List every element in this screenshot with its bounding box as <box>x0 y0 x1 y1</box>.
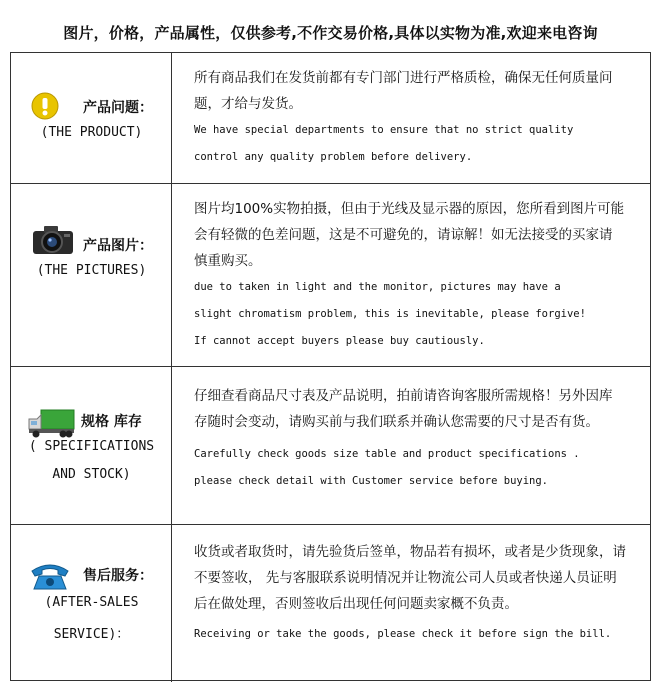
content-en-line: due to taken in light and the monitor, pictures may have a <box>194 281 561 293</box>
content-cn-line: 慎重购买。 <box>194 253 262 269</box>
content-cn-line: 题，才给与发货。 <box>194 96 302 112</box>
content-cn-line: 收货或者取货时，请先验货后签单，物品若有损坏，或者是少货现象，请 <box>194 544 626 560</box>
section-content <box>172 367 650 524</box>
section-label-cell <box>11 525 172 682</box>
section-label-cell <box>11 367 172 524</box>
section-title-cn: 售后服务： <box>83 568 153 584</box>
info-table <box>10 52 651 681</box>
content-en-line: We have special departments to ensure that no strict quality <box>194 124 574 136</box>
section-title-en: (THE PICTURES) <box>36 263 147 278</box>
delivery-truck-icon <box>27 407 77 439</box>
section-title-en: (THE PRODUCT) <box>40 125 143 140</box>
content-cn-line: 存随时会变动，请购买前与我们联系并确认您需要的尺寸是否有货。 <box>194 414 599 430</box>
section-title-en: AND STOCK) <box>52 467 131 482</box>
camera-icon <box>31 224 75 256</box>
section-title-cn: 产品图片： <box>83 238 153 254</box>
content-en-line: control any quality problem before delivery. <box>194 151 473 163</box>
section-content <box>172 53 650 183</box>
content-en-line: If cannot accept buyers please buy cautiously. <box>194 335 485 347</box>
section-title-cn: 规格 库存 <box>81 414 142 430</box>
content-en-line: Receiving or take the goods, please check it before sign the bill. <box>194 628 612 640</box>
section-specifications <box>11 367 650 525</box>
section-label-cell <box>11 184 172 366</box>
content-cn-line: 所有商品我们在发货前都有专门部门进行严格质检，确保无任何质量问 <box>194 70 613 86</box>
content-cn-line: 后在做处理，否则签收后出现任何问题卖家概不负责。 <box>194 596 518 612</box>
section-pictures <box>11 184 650 367</box>
content-cn-line: 不要签收， 先与客服联系说明情况并让物流公司人员或者快递人员证明 <box>194 570 617 586</box>
section-title-en: (AFTER-SALES <box>44 595 139 610</box>
exclamation-icon <box>31 92 59 120</box>
content-en-line: slight chromatism problem, this is inevitable, please forgive! <box>194 308 586 320</box>
section-after-sales <box>11 525 650 682</box>
page-header: 图片，价格，产品属性，仅供参考,不作交易价格,具体以实物为准,欢迎来电咨询 <box>63 24 598 42</box>
content-cn-line: 会有轻微的色差问题，这是不可避免的，请谅解！如无法接受的买家请 <box>194 227 613 243</box>
section-content <box>172 184 650 366</box>
section-title-en: ( SPECIFICATIONS <box>28 439 155 454</box>
content-en-line: Carefully check goods size table and product specifications . <box>194 448 580 460</box>
section-content <box>172 525 650 682</box>
section-title-cn: 产品问题： <box>83 100 153 116</box>
content-cn-line: 仔细查看商品尺寸表及产品说明，拍前请咨询客服所需规格！另外因库 <box>194 388 613 404</box>
content-cn-line: 图片均100%实物拍摄，但由于光线及显示器的原因，您所看到图片可能 <box>194 201 625 217</box>
content-en-line: please check detail with Customer service before buying. <box>194 475 549 487</box>
telephone-icon <box>29 561 71 591</box>
section-title-en: SERVICE)： <box>53 627 130 642</box>
section-label-cell <box>11 53 172 183</box>
section-product <box>11 53 650 184</box>
